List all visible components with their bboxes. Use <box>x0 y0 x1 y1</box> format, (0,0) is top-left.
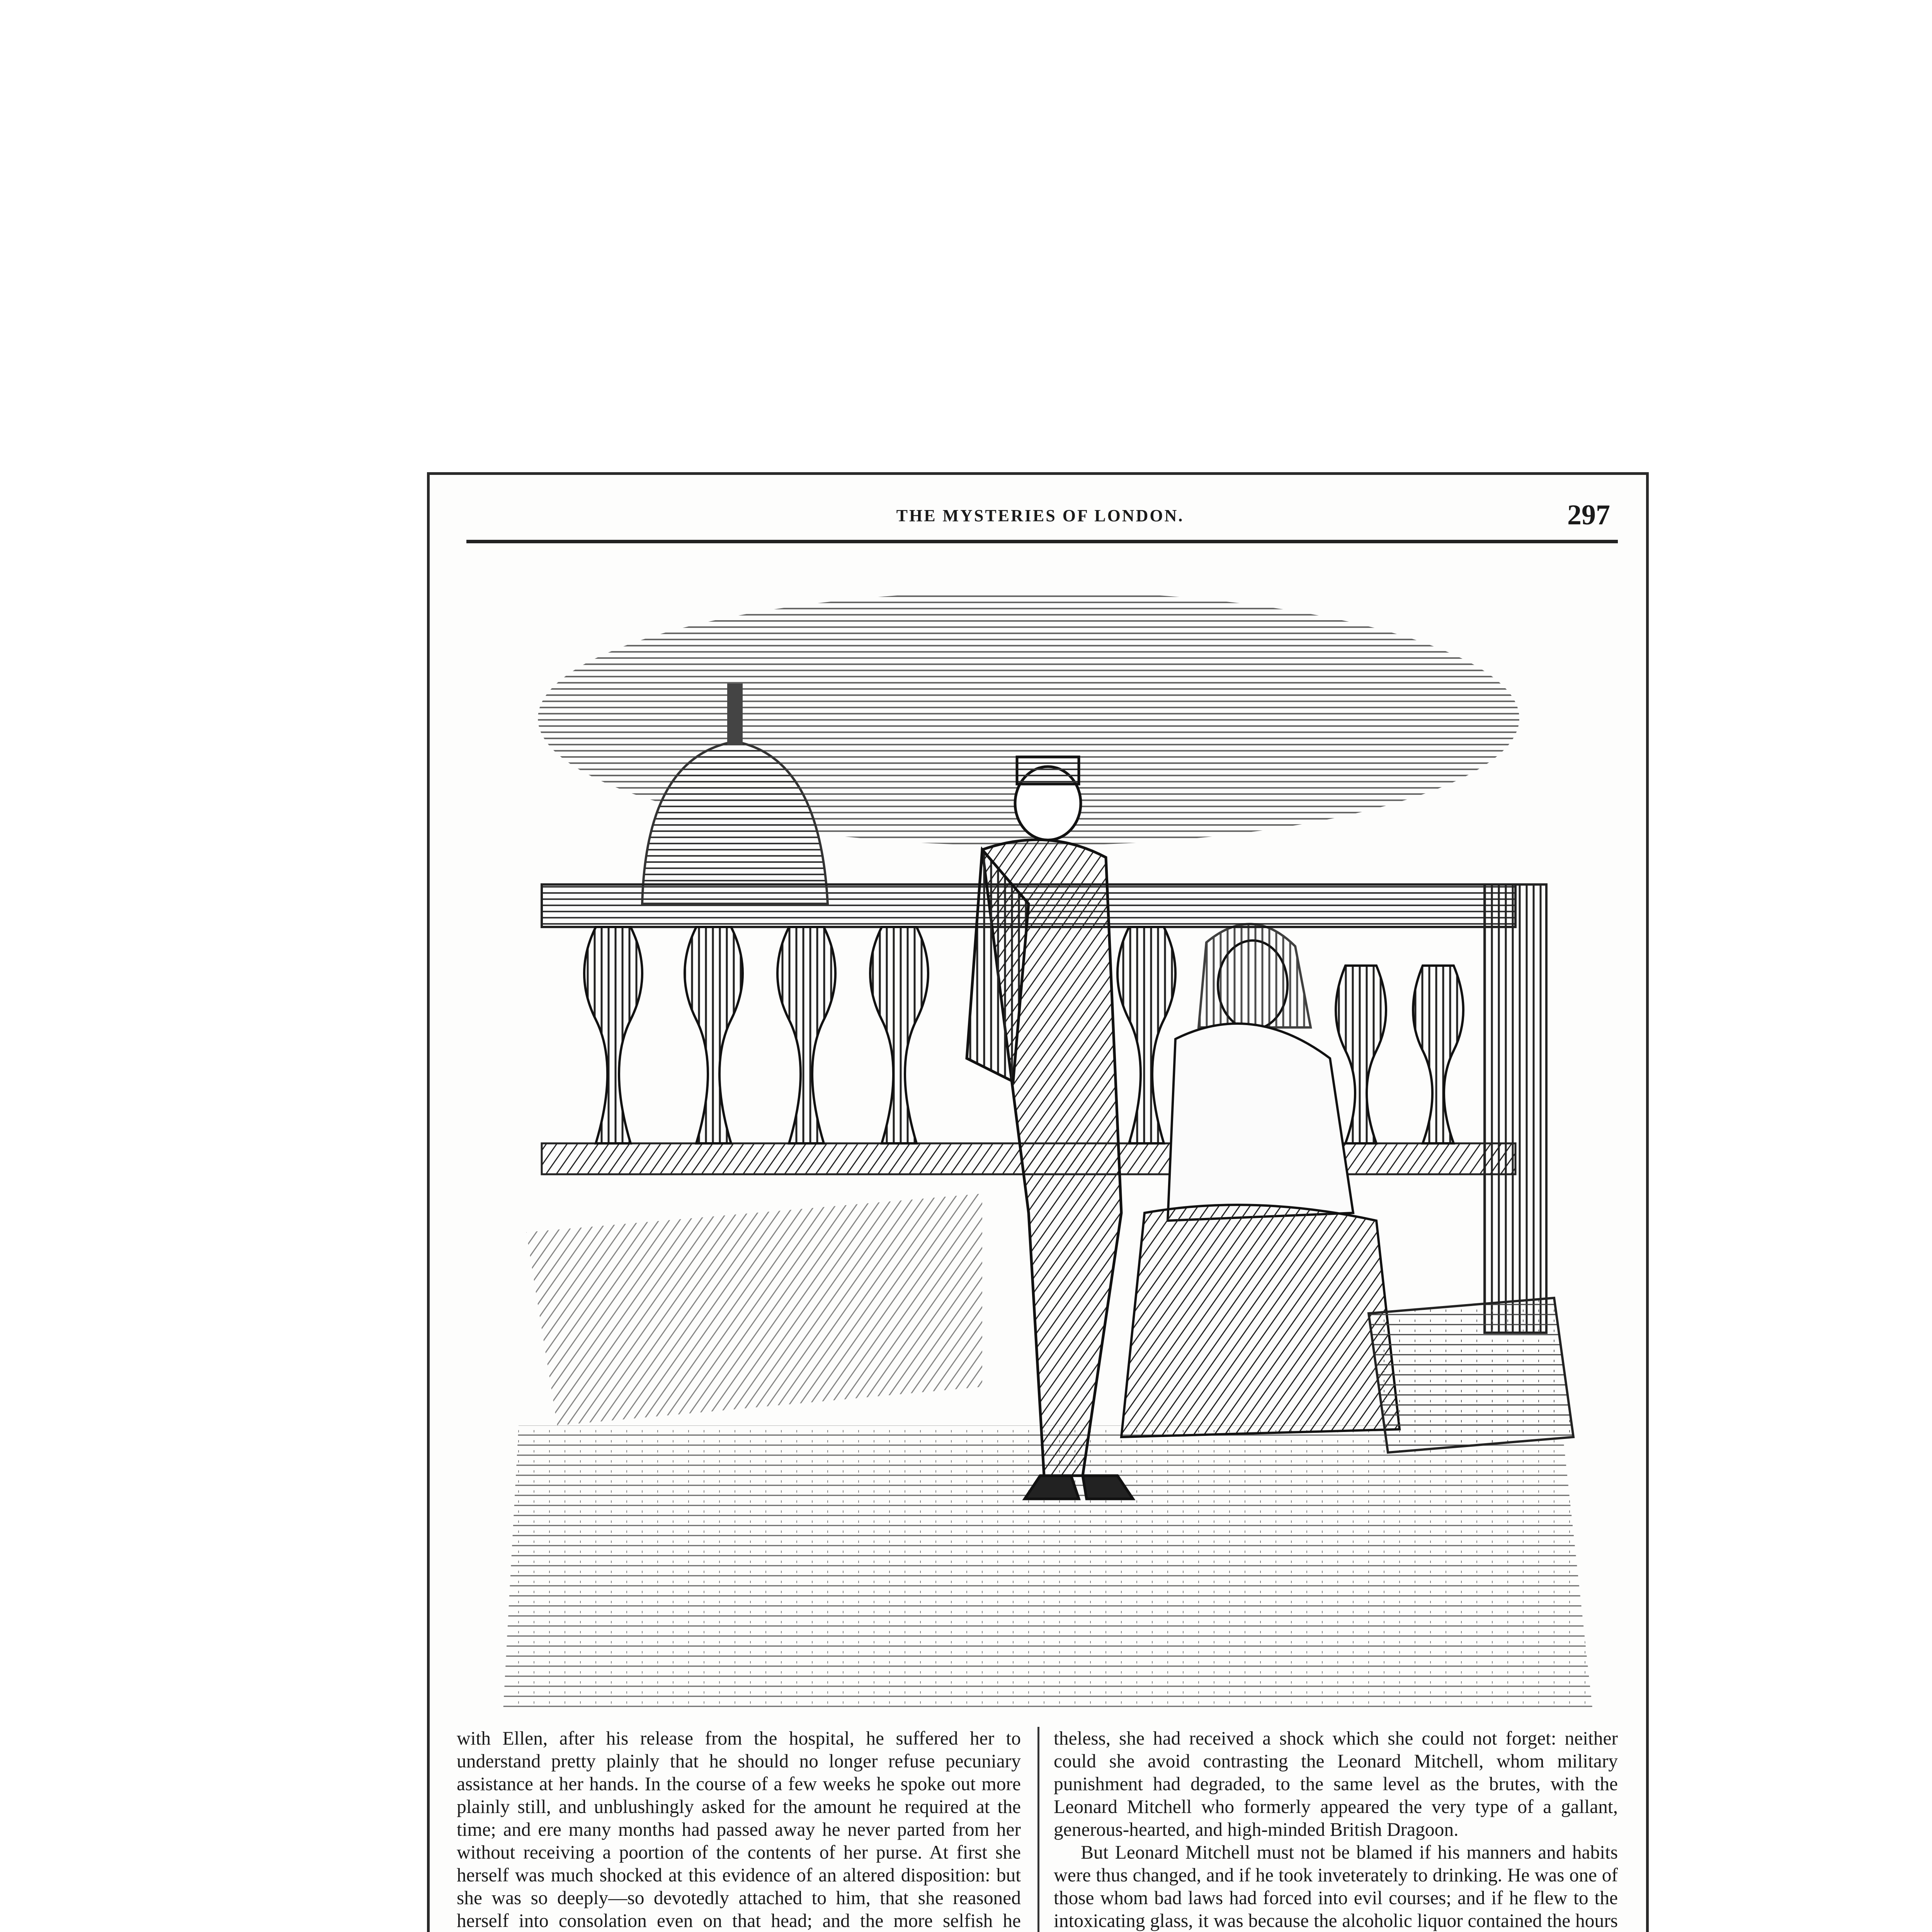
page-header <box>466 494 1614 541</box>
standing-soldier-figure <box>967 757 1133 1499</box>
header-rule <box>466 540 1618 543</box>
text-columns <box>457 1727 1620 1932</box>
printed-page <box>427 472 1649 1932</box>
right-column <box>1054 1727 1618 1932</box>
right-paragraph-2: But Leonard Mitchell must not be blamed if his manners and habits were thus changed, and if he took inveterately to drinking. He was one of those whom bad laws had forced into evil courses; and if he flew to the intoxicating glass, it was because the alcoholic liquor contained the hours <box>1054 1842 1618 1931</box>
column-divider <box>1037 1727 1039 1932</box>
left-paragraph-1: with Ellen, after his release from the hospital, he suffered her to understand pretty plainly that he should no longer refuse pecuniary assistance at her hands. In the course of a few weeks he spoke out more plainly still, and unblushingly asked for the amount he required at the time; and ere many months had passed away he never parted from her without receiving a poortion of the contents of her purse. At first she herself was much shocked at this evidence of an altered disposition: but she was so deeply—so devotedly attached to him, that she reasoned herself into consolation even on that head; and the more selfish he <box>457 1728 1021 1931</box>
engraving-illustration <box>480 556 1612 1719</box>
running-title: THE MYSTERIES OF LONDON. <box>896 506 1184 525</box>
right-paragraph-1: theless, she had received a shock which she could not forget: neither could she avoid contrasting the Leonard Mitchell, whom military punishment had degraded, to the same level as the brutes, with the Leonard Mitchell who formerly appeared the very type of a gallant, generous-hearted, and high-minded British Dragoon. <box>1054 1728 1618 1840</box>
stone-bench <box>1369 1298 1573 1452</box>
left-column <box>457 1727 1021 1932</box>
page-number: 297 <box>1567 499 1610 531</box>
